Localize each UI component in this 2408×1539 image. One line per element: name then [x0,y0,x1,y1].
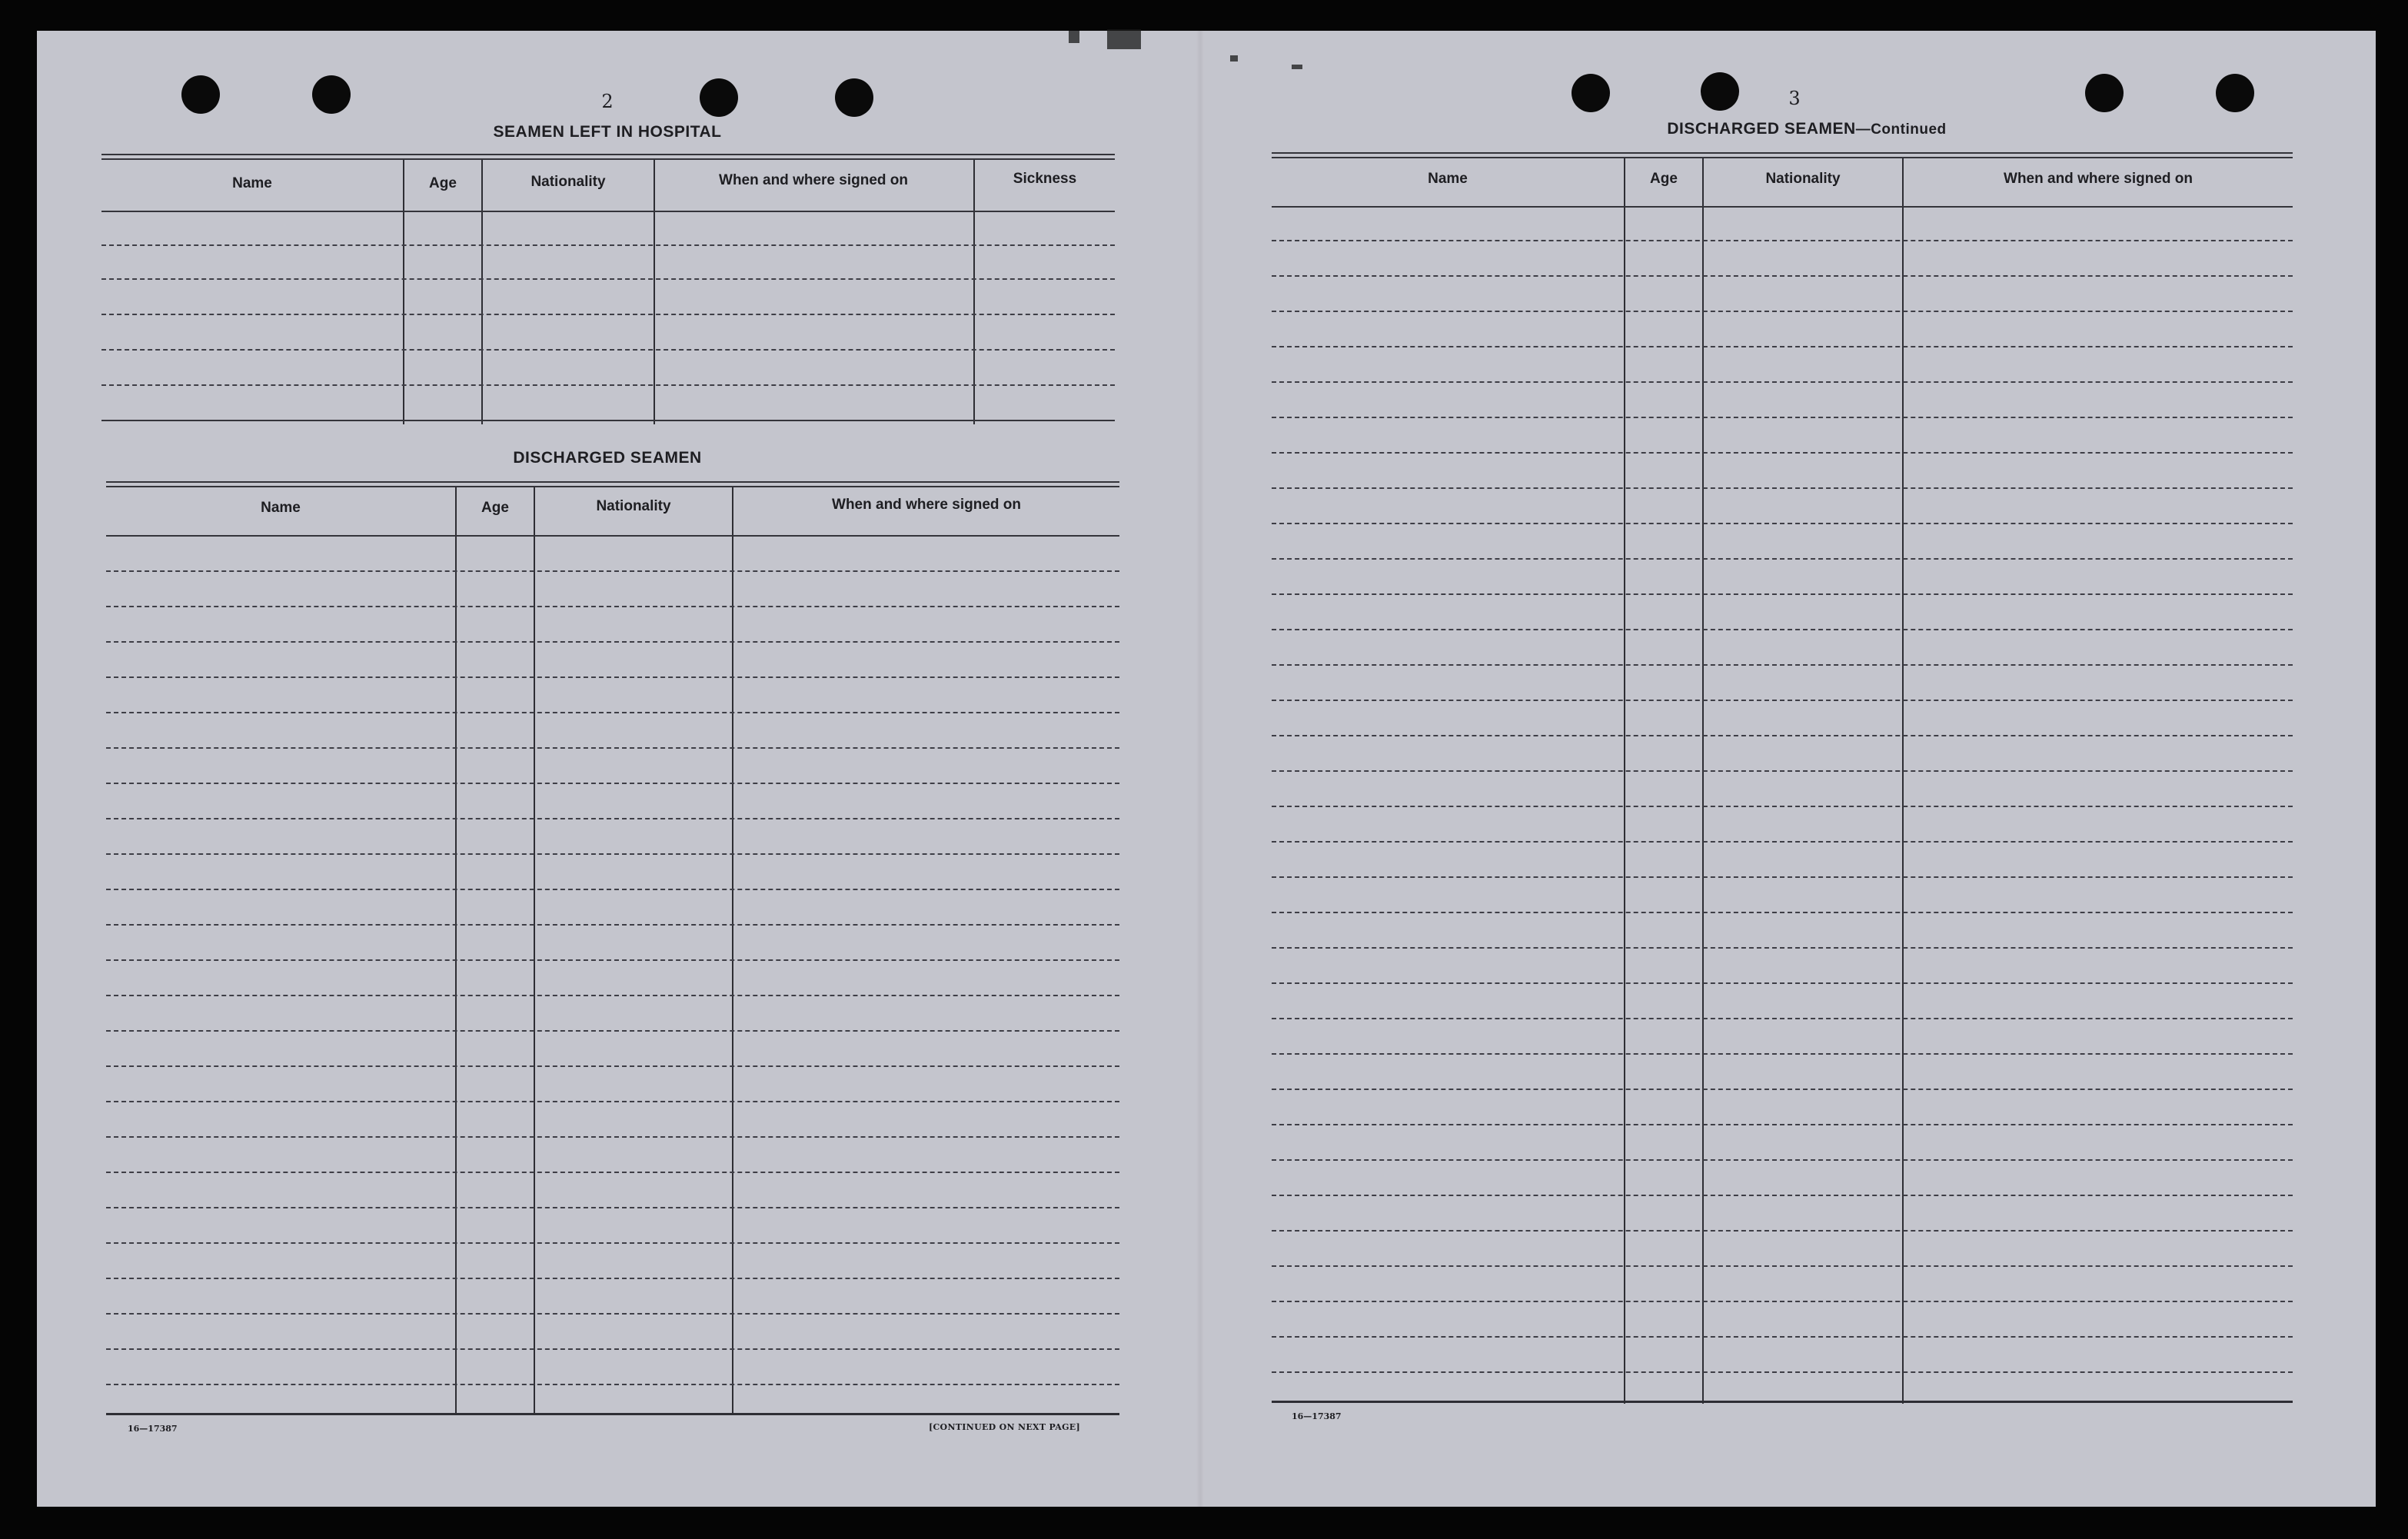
entry-line [106,889,1119,890]
entry-line [1272,558,2293,560]
entry-line [101,384,1115,386]
entry-line [106,747,1119,749]
center-fold [1196,31,1204,1507]
column-divider [455,487,457,1414]
entry-line [1272,982,2293,984]
entry-line [106,676,1119,678]
column-header-age: Age [1650,171,1678,187]
entry-line [1272,417,2293,418]
column-header-signed-on: When and where signed on [2004,171,2193,187]
column-header-signed-on: When and where signed on [832,497,1021,513]
torn-edge-mark [1107,29,1141,49]
punch-hole [2216,74,2254,112]
punch-hole [1701,72,1739,111]
entry-line [101,244,1115,246]
torn-edge-mark [1230,55,1238,61]
entry-line [1272,700,2293,701]
entry-line [106,924,1119,926]
entry-line [101,349,1115,351]
discharged-table-right [1272,152,2293,1407]
entry-line [101,314,1115,315]
entry-line [1272,1230,2293,1232]
entry-line [106,570,1119,572]
entry-line [1272,1371,2293,1373]
punch-hole [2085,74,2124,112]
torn-edge-mark [1069,31,1079,43]
section-title-discharged: DISCHARGED SEAMEN [513,449,702,467]
entry-line [1272,1336,2293,1338]
entry-line [1272,1195,2293,1196]
entry-line [106,1278,1119,1279]
section-title-discharged-continued [1568,120,2045,138]
column-divider [732,487,733,1414]
entry-line [106,1384,1119,1385]
entry-line [1272,876,2293,878]
column-divider [534,487,535,1414]
entry-line [1272,1053,2293,1055]
column-header-name: Name [232,175,272,191]
entry-line [106,1030,1119,1032]
entry-line [106,1172,1119,1173]
continued-note: [CONTINUED ON NEXT PAGE] [929,1422,1080,1432]
entry-line [1272,346,2293,347]
entry-line [106,995,1119,996]
section-title-hospital: SEAMEN LEFT IN HOSPITAL [493,123,722,141]
punch-hole [181,75,220,114]
entry-line [1272,735,2293,736]
entry-line [106,818,1119,819]
column-header-nationality: Nationality [596,498,671,514]
entry-line [1272,806,2293,807]
entry-line [106,853,1119,855]
column-divider [1624,158,1625,1404]
table-top-rule [1272,152,2293,154]
form-number: 16—17387 [1292,1411,1342,1421]
header-underline [101,211,1115,212]
entry-line [1272,1301,2293,1302]
punch-hole [835,78,873,117]
entry-line [1272,770,2293,772]
entry-line [106,606,1119,607]
column-header-age: Age [481,500,509,516]
entry-line [1272,1018,2293,1019]
column-divider [1902,158,1904,1404]
table-top-rule [101,154,1115,155]
entry-line [1272,523,2293,524]
entry-line [1272,1089,2293,1090]
header-underline [1272,206,2293,208]
table-top-rule [101,158,1115,160]
section-title-suffix: —Continued [1855,121,1947,138]
column-header-nationality: Nationality [1765,171,1841,187]
punch-hole [312,75,351,114]
torn-edge-mark [1292,65,1302,69]
entry-line [106,1313,1119,1315]
page-number: 2 [601,91,614,112]
entry-line [106,1207,1119,1208]
entry-line [106,641,1119,643]
table-top-rule [106,481,1119,483]
entry-line [101,278,1115,280]
table-top-rule [1272,157,2293,158]
column-header-name: Name [1428,171,1468,187]
header-underline [106,535,1119,537]
hospital-table [101,154,1115,427]
entry-line [1272,1159,2293,1161]
column-header-signed-on: When and where signed on [719,172,908,188]
entry-line [1272,311,2293,312]
table-bottom-rule [106,1413,1119,1415]
column-header-name: Name [261,500,301,516]
entry-line [1272,1265,2293,1267]
entry-line [106,959,1119,961]
section-title-text: DISCHARGED SEAMEN [1667,120,1856,138]
entry-line [1272,275,2293,277]
column-header-nationality: Nationality [530,174,606,190]
entry-line [1272,487,2293,489]
entry-line [1272,381,2293,383]
entry-line [1272,240,2293,241]
entry-line [106,1101,1119,1102]
entry-line [1272,1124,2293,1125]
table-bottom-rule [101,420,1115,421]
table-bottom-rule [1272,1401,2293,1403]
column-header-sickness: Sickness [1013,171,1077,187]
punch-hole [700,78,738,117]
entry-line [106,1065,1119,1067]
entry-line [106,1242,1119,1244]
column-divider [1702,158,1704,1404]
entry-line [1272,629,2293,630]
entry-line [106,712,1119,713]
entry-line [1272,841,2293,843]
page-number: 3 [1788,88,1801,109]
discharged-table-left [106,481,1119,1419]
entry-line [106,1348,1119,1350]
entry-line [1272,947,2293,949]
entry-line [1272,912,2293,913]
punch-hole [1572,74,1610,112]
entry-line [1272,664,2293,666]
entry-line [1272,452,2293,454]
table-top-rule [106,486,1119,487]
entry-line [106,1136,1119,1138]
form-number: 16—17387 [128,1424,178,1434]
entry-line [106,783,1119,784]
entry-line [1272,593,2293,595]
column-header-age: Age [429,175,457,191]
